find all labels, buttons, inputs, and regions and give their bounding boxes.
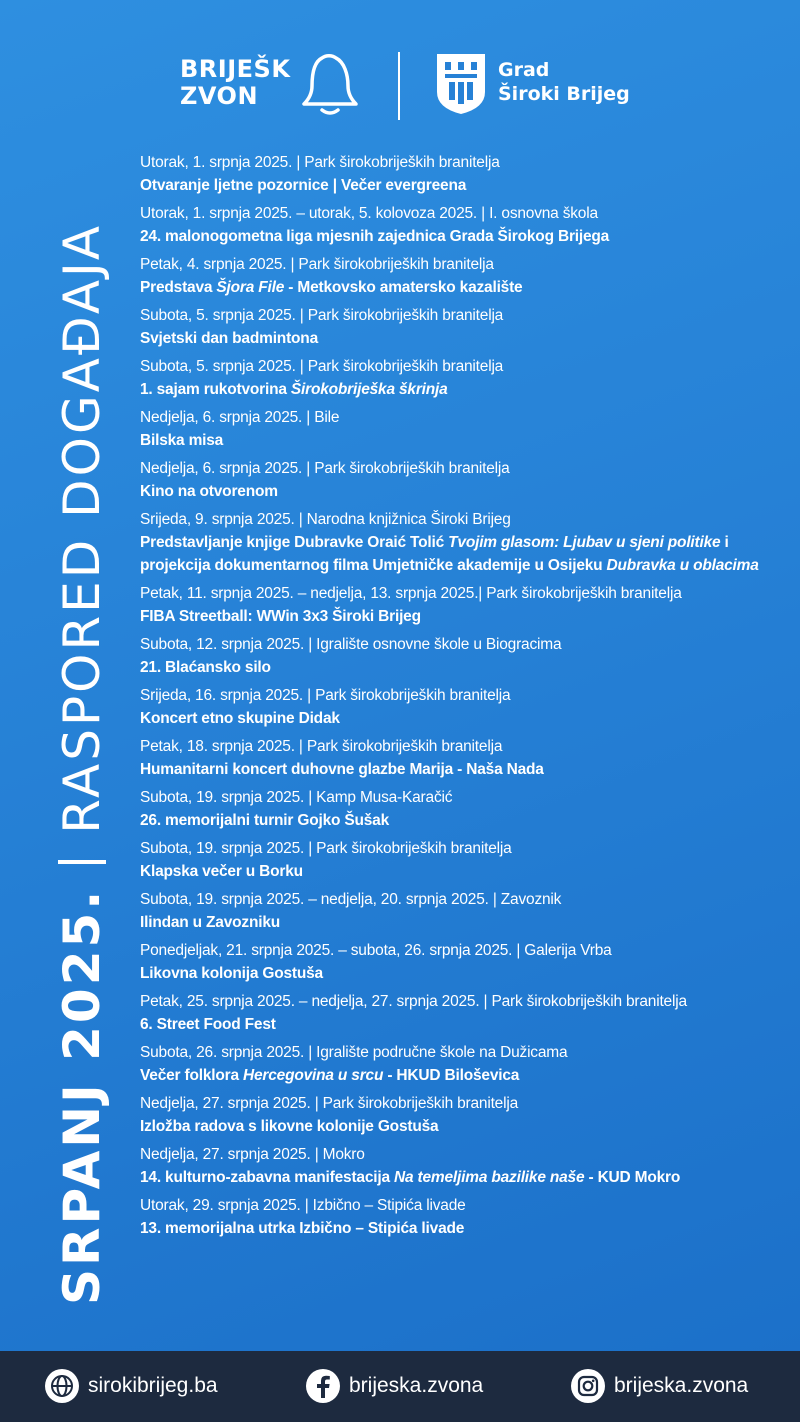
event-item (140, 1092, 780, 1138)
event-item (140, 304, 780, 350)
logo-divider (398, 52, 400, 120)
event-date: Subota, 19. srpnja 2025. – nedjelja, 20. srpnja 2025. | Zavoznik (140, 891, 562, 908)
event-title: Bilska misa (140, 432, 224, 449)
event-item (140, 508, 780, 577)
event-item (140, 786, 780, 832)
event-title (140, 276, 780, 299)
event-date: Utorak, 1. srpnja 2025. | Park širokobrijeških branitelja (140, 154, 500, 171)
logo-bar (0, 40, 800, 140)
event-item (140, 1194, 780, 1240)
event-title-part: 14. kulturno-zabavna manifestacija (140, 1169, 395, 1186)
event-title: Ilindan u Zavozniku (140, 914, 281, 931)
event-title: Izložba radova s likovne kolonije Gostuša (140, 1118, 439, 1135)
event-date: Utorak, 29. srpnja 2025. | Izbično – Stipića livade (140, 1197, 466, 1214)
event-item (140, 735, 780, 781)
website-link[interactable] (44, 1368, 218, 1404)
facebook-label: brijeska.zvona (349, 1374, 484, 1397)
event-title: 13. memorijalna utrka Izbično – Stipića livade (140, 1220, 465, 1237)
event-title: 26. memorijalni turnir Gojko Šušak (140, 812, 390, 829)
event-date: Nedjelja, 6. srpnja 2025. | Bile (140, 409, 340, 426)
event-title-part: i projekcija dokumentarnog filma Umjetničke akademije u Osijeku (140, 534, 729, 574)
title-separator (58, 860, 106, 864)
event-date: Ponedjeljak, 21. srpnja 2025. – subota, 26. srpnja 2025. | Galerija Vrba (140, 942, 612, 959)
globe-icon (44, 1368, 80, 1404)
event-date: Subota, 19. srpnja 2025. | Kamp Musa-Karačić (140, 789, 453, 806)
event-title: Klapska večer u Borku (140, 863, 303, 880)
footer (0, 1351, 800, 1422)
event-item (140, 990, 780, 1036)
event-date: Subota, 19. srpnja 2025. | Park širokobrijeških branitelja (140, 840, 512, 857)
event-item (140, 1143, 780, 1189)
event-item (140, 888, 780, 934)
event-item (140, 582, 780, 628)
event-date: Subota, 12. srpnja 2025. | Igralište osnovne škole u Biogracima (140, 636, 562, 653)
event-title-italic: Tvojim glasom: Ljubav u sjeni politike (448, 534, 721, 551)
event-title (140, 378, 780, 401)
event-title: FIBA Streetball: WWin 3x3 Široki Brijeg (140, 608, 421, 625)
city-name (498, 58, 630, 106)
event-item (140, 406, 780, 452)
event-date: Utorak, 1. srpnja 2025. – utorak, 5. kolovoza 2025. | I. osnovna škola (140, 205, 598, 222)
event-title-part: - KUD Mokro (584, 1169, 681, 1186)
event-title-italic: Širokobriješka škrinja (290, 381, 448, 398)
event-title-part: - HKUD Biloševica (383, 1067, 520, 1084)
event-item (140, 253, 780, 299)
event-date: Petak, 4. srpnja 2025. | Park širokobrijeških branitelja (140, 256, 494, 273)
website-label: sirokibrijeg.ba (88, 1374, 218, 1397)
event-title: Koncert etno skupine Didak (140, 710, 340, 727)
brand-line1: BRIJEŠK (180, 55, 291, 83)
vertical-title (52, 155, 112, 1305)
event-title: 6. Street Food Fest (140, 1016, 276, 1033)
event-title-part: Večer folklora (140, 1067, 243, 1084)
instagram-link[interactable] (570, 1368, 748, 1404)
event-item (140, 633, 780, 679)
event-date: Nedjelja, 6. srpnja 2025. | Park širokobrijeških branitelja (140, 460, 510, 477)
event-item (140, 1041, 780, 1087)
event-date: Petak, 25. srpnja 2025. – nedjelja, 27. srpnja 2025. | Park širokobrijeških branitelja (140, 993, 687, 1010)
event-item (140, 151, 780, 197)
event-title: Likovna kolonija Gostuša (140, 965, 323, 982)
event-title-italic: Hercegovina u srcu (242, 1067, 384, 1084)
event-title (140, 531, 780, 577)
event-title-italic: Na temeljima bazilike naše (394, 1169, 585, 1186)
event-date: Srijeda, 16. srpnja 2025. | Park širokobrijeških branitelja (140, 687, 511, 704)
event-title-part: Predstavljanje knjige Dubravke Oraić Tolić (140, 534, 449, 551)
event-title-part: 1. sajam rukotvorina (140, 381, 291, 398)
event-title: Humanitarni koncert duhovne glazbe Marija - Naša Nada (140, 761, 544, 778)
brijesko-zvono-logo (180, 56, 290, 110)
event-title-part: Predstava (140, 279, 217, 296)
event-date: Petak, 18. srpnja 2025. | Park širokobrijeških branitelja (140, 738, 503, 755)
event-title: 24. malonogometna liga mjesnih zajednica Grada Širokog Brijega (140, 228, 610, 245)
event-date: Subota, 5. srpnja 2025. | Park širokobrijeških branitelja (140, 358, 504, 375)
event-date: Nedjelja, 27. srpnja 2025. | Park širokobrijeških branitelja (140, 1095, 519, 1112)
event-title: 21. Blaćansko silo (140, 659, 271, 676)
event-item (140, 939, 780, 985)
event-item (140, 202, 780, 248)
instagram-label: brijeska.zvona (614, 1374, 749, 1397)
month-label: SRPANJ 2025. (53, 887, 111, 1305)
event-list (140, 151, 780, 1245)
event-title: Svjetski dan badmintona (140, 330, 318, 347)
event-title-italic: Dubravka u oblacima (606, 557, 759, 574)
city-crest-icon (435, 52, 487, 116)
facebook-link[interactable] (305, 1368, 483, 1404)
event-title-italic: Šjora File (216, 279, 285, 296)
city-line2: Široki Brijeg (498, 83, 630, 105)
brand-line2: ZVON (180, 82, 259, 110)
event-title (140, 1166, 780, 1189)
events-heading: RASPORED DOGAĐAJA (53, 222, 111, 834)
event-date: Subota, 5. srpnja 2025. | Park širokobrijeških branitelja (140, 307, 504, 324)
event-title: Kino na otvorenom (140, 483, 278, 500)
bell-icon (300, 52, 360, 116)
city-line1: Grad (498, 59, 550, 81)
event-date: Srijeda, 9. srpnja 2025. | Narodna knjižnica Široki Brijeg (140, 511, 511, 528)
instagram-icon (570, 1368, 606, 1404)
event-item (140, 684, 780, 730)
event-date: Subota, 26. srpnja 2025. | Igralište područne škole na Dužicama (140, 1044, 568, 1061)
event-title-part: - Metkovsko amatersko kazalište (284, 279, 523, 296)
facebook-icon (305, 1368, 341, 1404)
event-date: Nedjelja, 27. srpnja 2025. | Mokro (140, 1146, 365, 1163)
event-item (140, 837, 780, 883)
event-date: Petak, 11. srpnja 2025. – nedjelja, 13. srpnja 2025.| Park širokobrijeških branitelja (140, 585, 682, 602)
event-item (140, 457, 780, 503)
event-title (140, 1064, 780, 1087)
event-item (140, 355, 780, 401)
event-title: Otvaranje ljetne pozornice | Večer evergreena (140, 177, 467, 194)
